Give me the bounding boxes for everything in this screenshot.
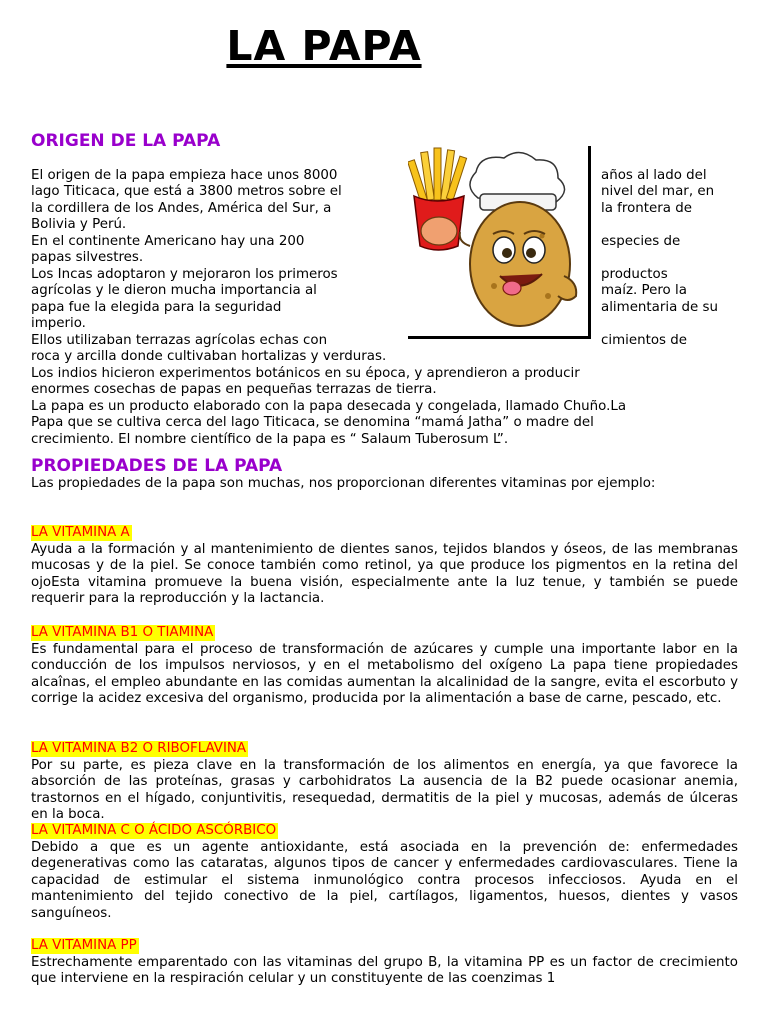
heading-propiedades: PROPIEDADES DE LA PAPA [31,456,283,476]
origen-line-13: Los indios hicieron experimentos botánicos en su época, y aprendieron a producir [31,366,580,381]
propiedades-intro: Las propiedades de la papa son muchas, nos proporcionan diferentes vitaminas por ejemplo: [31,476,656,491]
origen-right-11: cimientos de [601,333,687,348]
heading-origen: ORIGEN DE LA PAPA [31,131,221,151]
vitamin-c-text: Debido a que es un agente antioxidante, está asociada en la prevención de: enfermedades degenerativas como las cataratas, algunos tipos de cancer y enfermedades cardiovasculares. Tiene la capacidad de estimular el sistema inmunológico contra procesos infecciosos. Ayuda en el mantenimiento del tejido conectivo de la piel, cartílagos, ligamentos, huesos, dientes y vasos sanguíneos. [31,840,738,921]
origen-right-8: maíz. Pero la [601,283,687,298]
vitamin-a-text: Ayuda a la formación y al mantenimiento de dientes sanos, tejidos blandos y óseos, de las membranas mucosas y de la piel. Se conoce también como retinol, ya que produce los pigmentos en la retina del ojoEsta vitamina promueve la buena visión, especialmente ante la luz tenue, y también se puede requerir para la reproducción y la lactancia. [31,542,738,607]
origen-right-9: alimentaria de su [601,300,719,315]
vitamin-b2-text: Por su parte, es pieza clave en la transformación de los alimentos en energía, ya que favorece la absorción de las proteínas, grasas y carbohidratos La ausencia de la B2 puede ocasionar anemia, trastornos en el hígado, conjuntivitis, resequedad, dermatitis de la piel y mucosas, además de úlceras en la boca. [31,758,738,823]
vitamin-b1-label: LA VITAMINA B1 O TIAMINA [31,625,214,640]
vitamin-c-label: LA VITAMINA C O ÁCIDO ASCÓRBICO [31,823,277,838]
origen-line-1: El origen de la papa empieza hace unos 8000 [31,168,338,183]
origen-line-16: Papa que se cultiva cerca del lago Titicaca, se denomina “mamá Jatha” o madre del [31,415,594,430]
origen-line-4: Bolivia y Perú. [31,217,127,232]
origen-line-8: agrícolas y le dieron mucha importancia al [31,283,317,298]
vitamin-pp-text: Estrechamente emparentado con las vitaminas del grupo B, la vitamina PP es un factor de crecimiento que interviene en la respiración celular y un constituyente de las coenzimas 1 [31,955,738,987]
origen-line-3: la cordillera de los Andes, América del Sur, a [31,201,332,216]
origen-line-2: lago Titicaca, que está a 3800 metros sobre el [31,184,342,199]
vitamin-a-label: LA VITAMINA A [31,525,130,540]
origen-right-7: productos [601,267,668,282]
potato-chef-image [408,146,591,339]
origen-right-1: años al lado del [601,168,707,183]
origen-right-3: la frontera de [601,201,692,216]
origen-line-7: Los Incas adoptaron y mejoraron los primeros [31,267,338,282]
origen-line-17: crecimiento. El nombre científico de la papa es “ Salaum Tuberosum L”. [31,432,509,447]
origen-line-14: enormes cosechas de papas en pequeñas terrazas de tierra. [31,382,437,397]
vitamin-pp-label: LA VITAMINA PP [31,938,137,953]
origen-line-9: papa fue la elegida para la seguridad [31,300,282,315]
origen-line-10: imperio. [31,316,86,331]
origen-line-11: Ellos utilizaban terrazas agrícolas echas con [31,333,328,348]
origen-right-2: nivel del mar, en [601,184,715,199]
vitamin-b2-label: LA VITAMINA B2 O RIBOFLAVINA [31,741,247,756]
potato-character-icon [460,202,577,326]
origen-line-15: La papa es un producto elaborado con la papa desecada y congelada, llamado Chuño.La [31,399,627,414]
origen-line-6: papas silvestres. [31,250,144,265]
fries-icon [408,148,467,250]
origen-line-12: roca y arcilla donde cultivaban hortalizas y verduras. [31,349,387,364]
origen-line-5: En el continente Americano hay una 200 [31,234,305,249]
origen-right-5: especies de [601,234,681,249]
potato-chef-illustration [408,146,588,336]
vitamin-b1-text: Es fundamental para el proceso de transformación de azúcares y cumple una importante labor en la conducción de los impulsos nerviosos, y en el metabolismo del oxígeno La papa tiene propiedades alcaînas, el empleo abundante en las comidas aumentan la alcalinidad de la sangre, evita el escorbuto y corrige la acidez excesiva del organismo, producida por la alimentación a base de carne, pescado, etc. [31,642,738,707]
page-title: LA PAPA [226,22,422,70]
